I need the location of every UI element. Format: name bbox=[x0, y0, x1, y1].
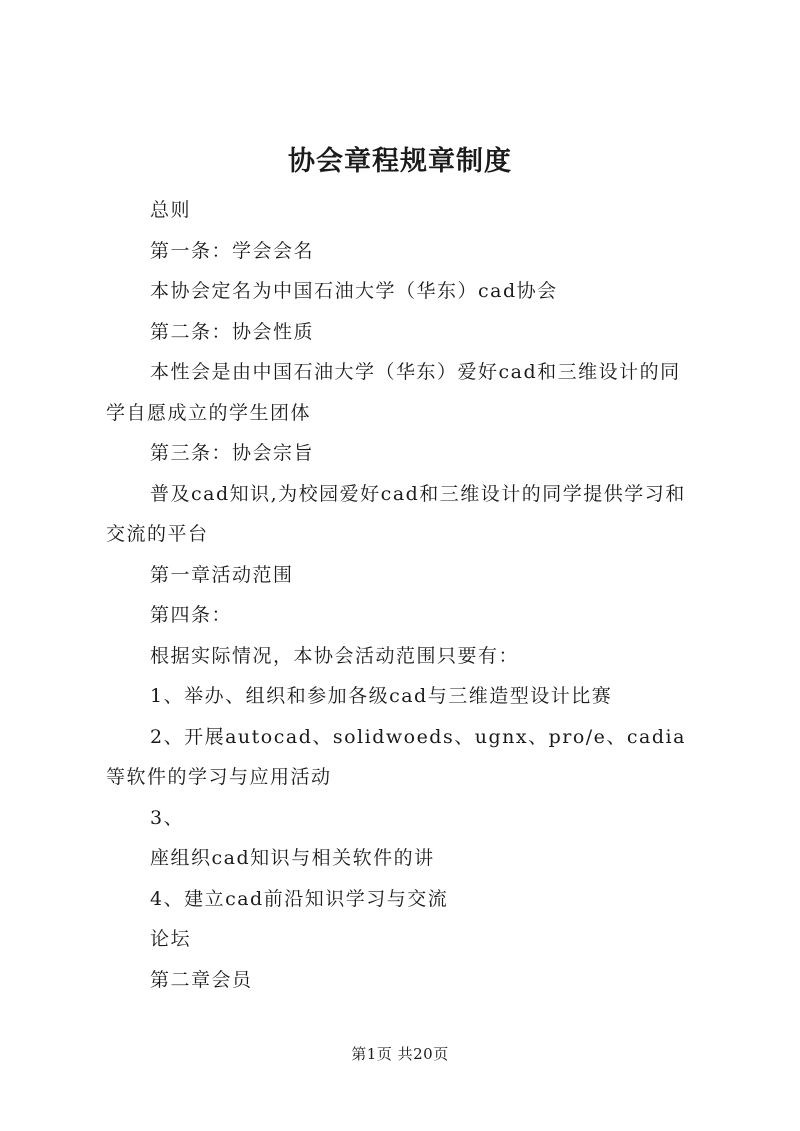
section-heading-general: 总则 bbox=[150, 199, 192, 221]
list-item: 3、 bbox=[150, 806, 185, 829]
list-item: 2、开展autocad、solidwoeds、ugnx、pro/e、cadia等软件的学习与应用活动 bbox=[106, 725, 686, 788]
chapter-heading: 第二章会员 bbox=[150, 968, 253, 991]
document-body bbox=[106, 190, 700, 1000]
body-paragraph: 座组织cad知识与相关软件的讲 bbox=[150, 847, 435, 869]
article-heading: 第二条：协会性质 bbox=[150, 320, 315, 343]
list-item: 1、举办、组织和参加各级cad与三维造型设计比赛 bbox=[150, 685, 613, 707]
body-paragraph: 普及cad知识,为校园爱好cad和三维设计的同学提供学习和交流的平台 bbox=[106, 482, 686, 545]
chapter-heading: 第一章活动范围 bbox=[150, 563, 294, 586]
body-paragraph: 根据实际情况，本协会活动范围只要有： bbox=[150, 644, 520, 667]
article-heading: 第一条：学会会名 bbox=[150, 239, 315, 262]
page-footer: 第1页 共20页 bbox=[351, 1045, 449, 1063]
article-heading: 第三条：协会宗旨 bbox=[150, 442, 315, 464]
list-item: 4、建立cad前沿知识学习与交流 bbox=[150, 887, 449, 910]
body-paragraph: 本性会是由中国石油大学（华东）爱好cad和三维设计的同学自愿成立的学生团体 bbox=[106, 361, 681, 424]
body-paragraph: 论坛 bbox=[150, 928, 192, 950]
body-paragraph: 本协会定名为中国石油大学（华东）cad协会 bbox=[150, 280, 558, 302]
document-title: 协会章程规章制度 bbox=[288, 146, 512, 177]
article-heading: 第四条： bbox=[150, 604, 233, 626]
